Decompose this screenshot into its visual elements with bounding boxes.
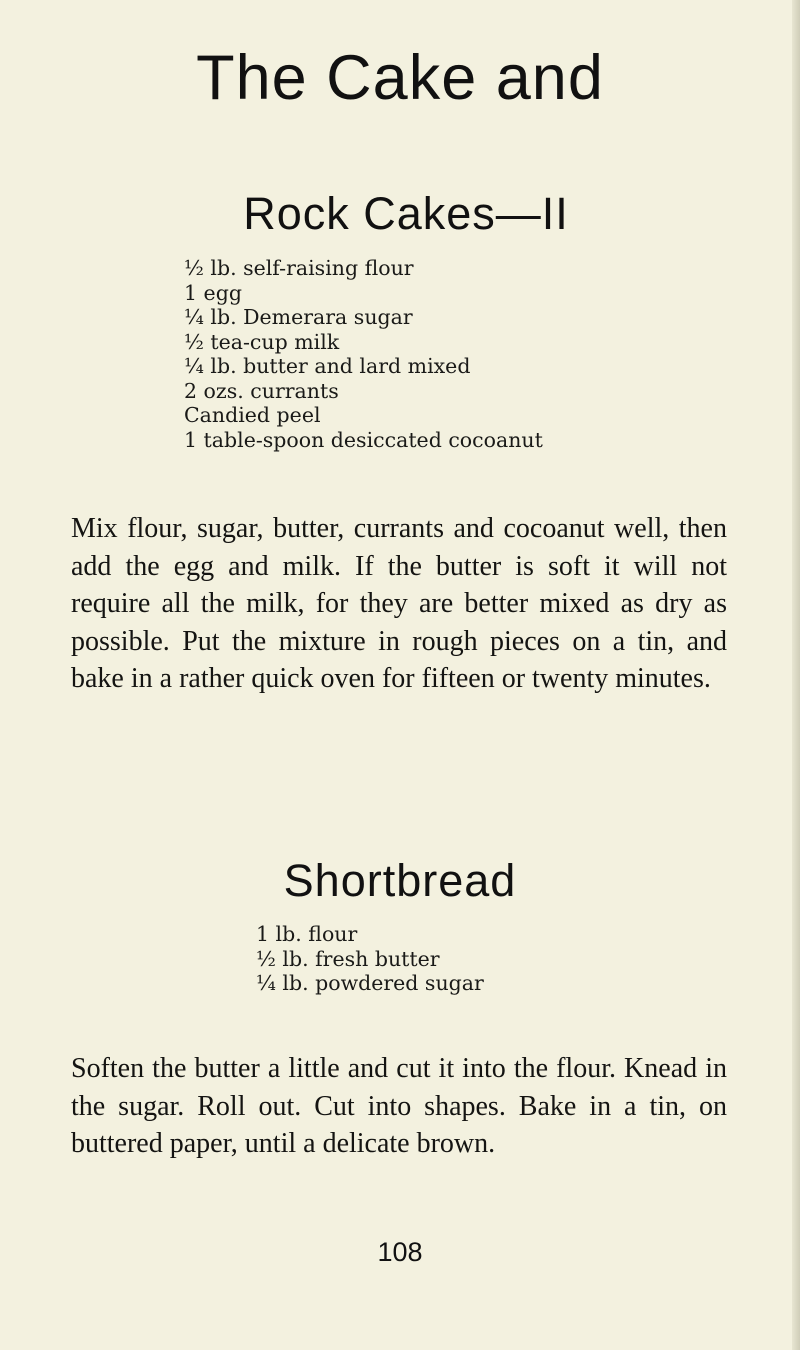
ingredient-item: ¼ lb. powdered sugar — [256, 971, 484, 995]
rock-cakes-ingredients — [184, 256, 543, 452]
ingredient-item: ¼ lb. butter and lard mixed — [184, 354, 471, 378]
shortbread-title: Shortbread — [283, 855, 517, 906]
ingredient-item: ½ tea-cup milk — [184, 329, 340, 354]
ingredient-item: ¼ lb. Demerara sugar — [184, 305, 413, 329]
ingredient-item: Candied peel — [184, 403, 321, 427]
rock-cakes-title: Rock Cakes—II — [243, 188, 569, 239]
ingredient-item: 1 table-spoon desiccated cocoanut — [184, 427, 543, 452]
rock-cakes-method: Mix flour, sugar, butter, currants and cocoanut well, then add the egg and milk. If the butter is soft it will not require all the milk, for they are better mixed as dry as possible. Put the mixture in rough pieces on a tin, and bake in a rather quick oven for fifteen or twenty minutes. — [71, 513, 727, 694]
ingredient-item: 1 lb. flour — [256, 922, 358, 946]
page-number: 108 — [377, 1237, 423, 1267]
running-head: The Cake and — [196, 43, 604, 113]
shortbread-method: Soften the butter a little and cut it into the flour. Knead in the sugar. Roll out. Cut into shapes. Bake in a tin, on buttered paper, until a delicate brown. — [71, 1053, 727, 1159]
ingredient-item: ½ lb. fresh butter — [256, 946, 440, 971]
ingredient-item: 1 egg — [184, 280, 242, 305]
ingredient-item: ½ lb. self-raising flour — [184, 256, 414, 280]
shortbread-ingredients — [256, 922, 484, 996]
ingredient-item: 2 ozs. currants — [184, 378, 339, 403]
